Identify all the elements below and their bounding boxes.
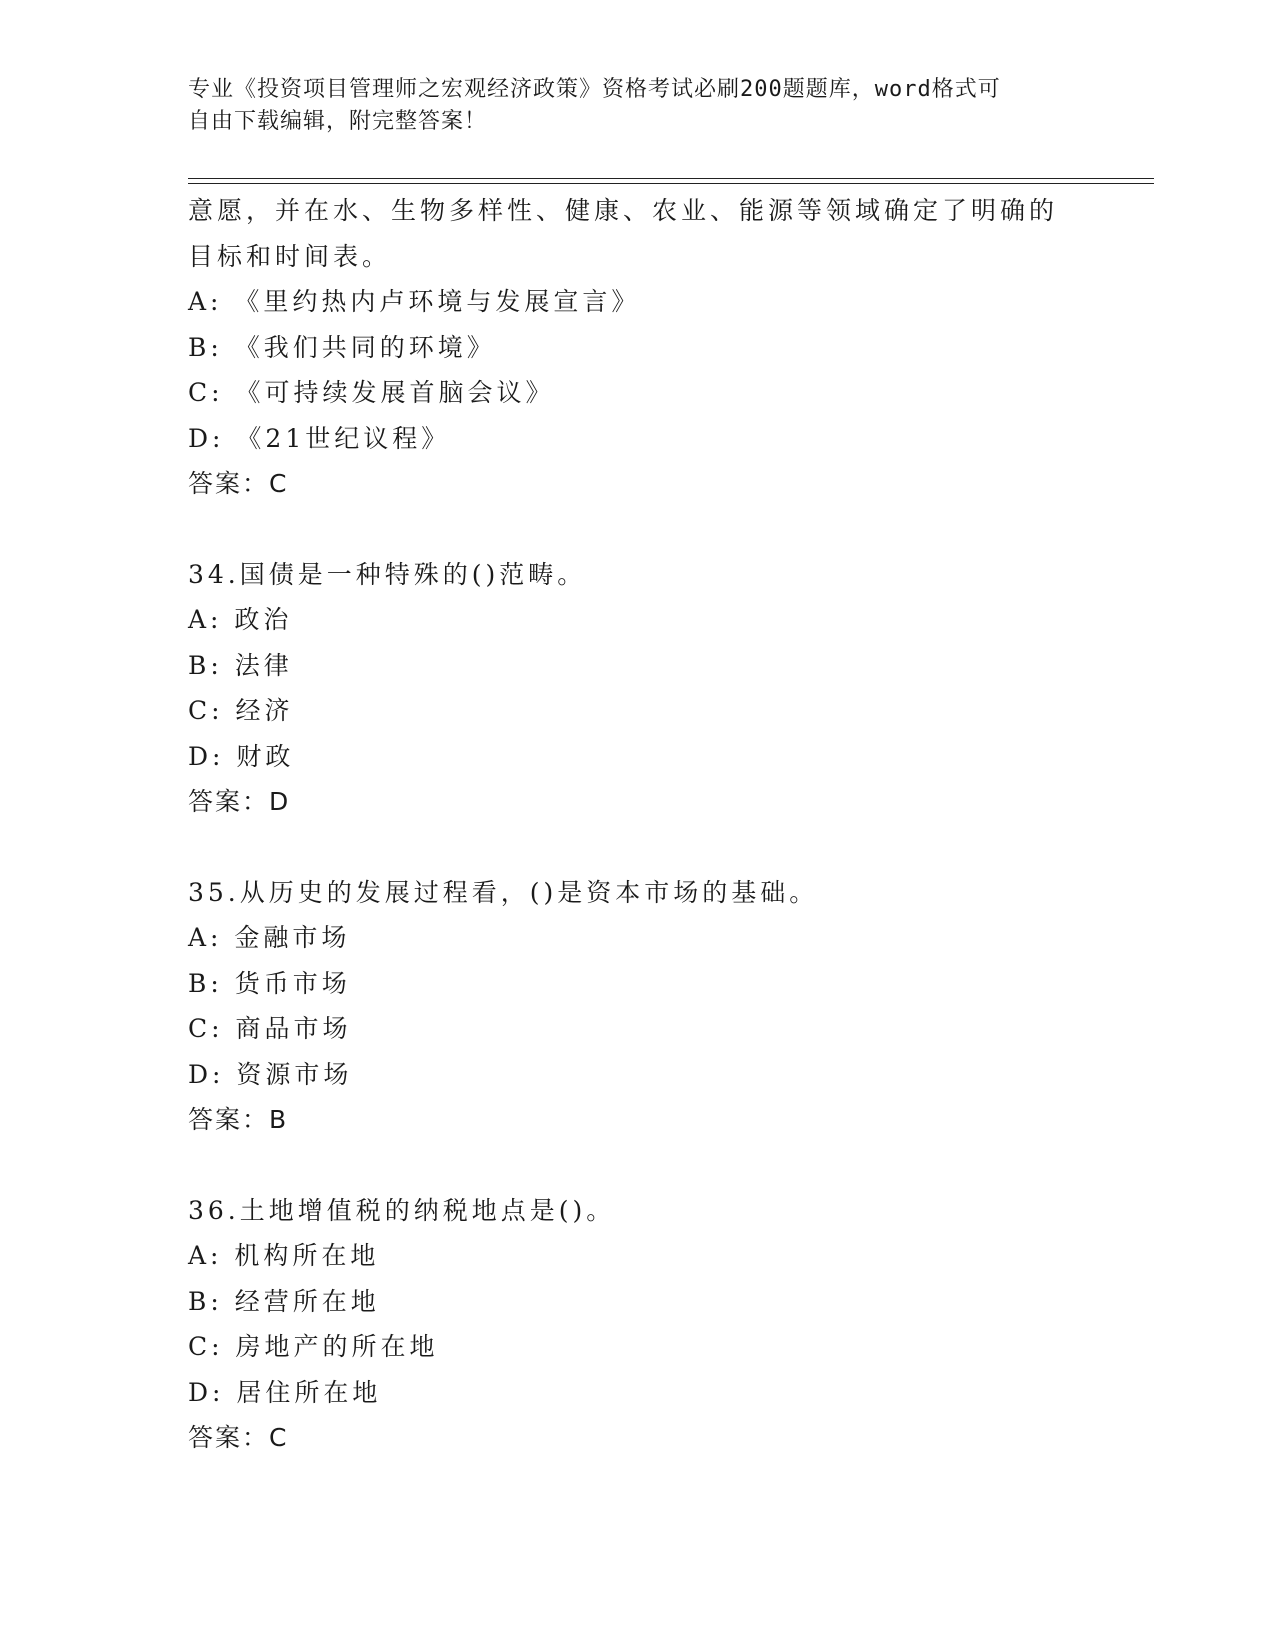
option-b: B: 货币市场	[188, 968, 351, 998]
option-a: A: 机构所在地	[188, 1241, 380, 1270]
option-d: D: 居住所在地	[188, 1377, 382, 1407]
option-c: C: 商品市场	[188, 1014, 352, 1043]
question-35	[188, 870, 1088, 1143]
question-text: 35.从历史的发展过程看，()是资本市场的基础。	[188, 877, 819, 907]
option-a: A: 《里约热内卢环境与发展宣言》	[188, 287, 641, 316]
header-divider-bottom	[188, 183, 1154, 184]
header-line-2: 自由下载编辑，附完整答案！	[188, 109, 488, 134]
question-text: 34.国债是一种特殊的()范畴。	[188, 559, 587, 589]
header-line-1: 专业《投资项目管理师之宏观经济政策》资格考试必刷200题题库，word格式可	[188, 77, 1001, 102]
answer: 答案：B	[188, 1105, 289, 1134]
option-d: D: 财政	[188, 741, 295, 771]
answer: 答案：D	[188, 787, 291, 816]
option-c: C: 经济	[188, 696, 294, 725]
option-b: B: 《我们共同的环境》	[188, 332, 496, 362]
question-34	[188, 552, 1088, 825]
option-d: D: 《21世纪议程》	[188, 423, 451, 453]
answer: 答案：C	[188, 469, 289, 498]
answer: 答案：C	[188, 1423, 289, 1452]
header-divider-top	[188, 178, 1154, 179]
option-b: B: 经营所在地	[188, 1286, 380, 1316]
question-36	[188, 1188, 1088, 1461]
option-a: A: 金融市场	[188, 923, 351, 952]
option-c: C: 房地产的所在地	[188, 1332, 439, 1361]
document-header	[188, 74, 1068, 138]
option-d: D: 资源市场	[188, 1059, 353, 1089]
question-text-line: 目标和时间表。	[188, 241, 392, 271]
question-text-line: 意愿，并在水、生物多样性、健康、农业、能源等领域确定了明确的	[188, 196, 1059, 225]
option-c: C: 《可持续发展首脑会议》	[188, 378, 555, 407]
option-a: A: 政治	[188, 605, 293, 634]
document-body	[188, 188, 1088, 1461]
option-b: B: 法律	[188, 650, 293, 680]
question-text: 36.土地增值税的纳税地点是()。	[188, 1195, 616, 1225]
question-33-continuation	[188, 188, 1088, 507]
